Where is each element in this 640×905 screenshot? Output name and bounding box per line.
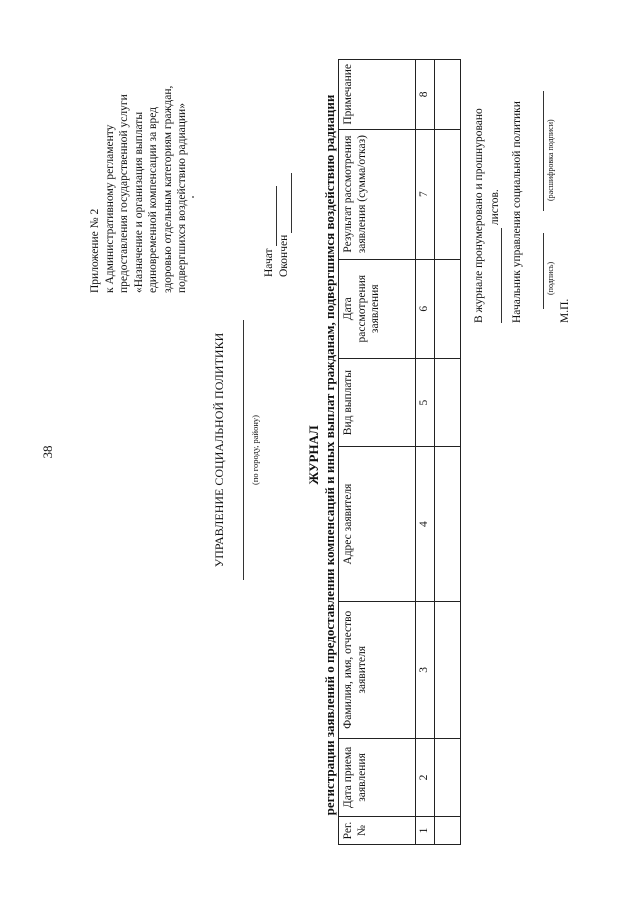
empty-cell [435,60,461,130]
empty-cell [435,817,461,845]
number-cell: 2 [416,738,435,816]
journal-subtitle: регистрации заявлений о предоставлении компенсаций и иных выплат гражданам, подвергшимся воздействию радиации [322,94,337,816]
stamp-label: М.П. [559,298,571,323]
signature-line [532,233,544,309]
journal-title: ЖУРНАЛ [306,425,321,485]
table-header-row [339,60,416,845]
numbered-text: В журнале пронумеровано и прошнуровано [473,108,485,323]
page-number: 38 [40,445,55,459]
empty-cell [435,358,461,447]
header-cell: Примечание [339,60,416,130]
header-cell: Дата приема заявления [339,738,416,816]
sheets-line [490,228,502,323]
finished-line [280,173,292,233]
header-cell: Вид выплаты [339,358,416,447]
signature-label: (подпись) [546,261,555,295]
sheets-label: листов. [489,189,501,226]
empty-cell [435,601,461,738]
header-cell: Адрес заявителя [339,447,416,601]
finished-label: Окончен [278,234,290,277]
appendix-line: единовременной компенсации за вред [147,106,159,293]
empty-cell [435,259,461,358]
number-cell: 3 [416,601,435,738]
number-cell: 5 [416,358,435,447]
empty-cell [435,447,461,601]
table-row [435,60,461,845]
started-label: Начат [263,248,275,277]
empty-cell [435,738,461,816]
appendix-line: предоставления государственной услуги [118,94,130,293]
footer-block [472,23,572,323]
journal-dates [262,173,292,277]
journal-heading [306,65,338,845]
appendix-line: подвергшихся воздействию радиации» [176,103,188,293]
header-cell: Фамилия, имя, отчество заявителя [339,601,416,738]
table-number-row [416,60,435,845]
number-cell: 4 [416,447,435,601]
department-subtitle: (по городу, району) [250,415,260,485]
appendix-line: Приложение № 2 [89,208,101,293]
decoding-line [532,91,544,211]
started-line [265,186,277,246]
appendix-line: здоровью отдельным категориям граждан, [161,85,174,293]
number-cell: 8 [416,60,435,130]
header-cell: Рег. № [339,817,416,845]
appendix-line: «Назначение и организация выплаты [132,111,145,293]
empty-cell [435,129,461,259]
header-cell: Дата рассмотрения заявления [339,259,416,358]
department-line [243,320,244,580]
header-cell: Результат рассмотрения заявления (сумма/отказ) [339,129,416,259]
number-cell: 1 [416,817,435,845]
number-cell: 7 [416,129,435,259]
appendix-note [88,13,190,293]
decoding-label: (расшифровка подписи) [546,119,555,201]
scan-speck [192,196,194,198]
head-title: Начальник управления социальной политики [511,101,523,323]
department-title: УПРАВЛЕНИЕ СОЦИАЛЬНОЙ ПОЛИТИКИ [212,332,226,568]
appendix-line: к Административному регламенту [103,124,116,293]
registration-table [338,59,461,845]
number-cell: 6 [416,259,435,358]
